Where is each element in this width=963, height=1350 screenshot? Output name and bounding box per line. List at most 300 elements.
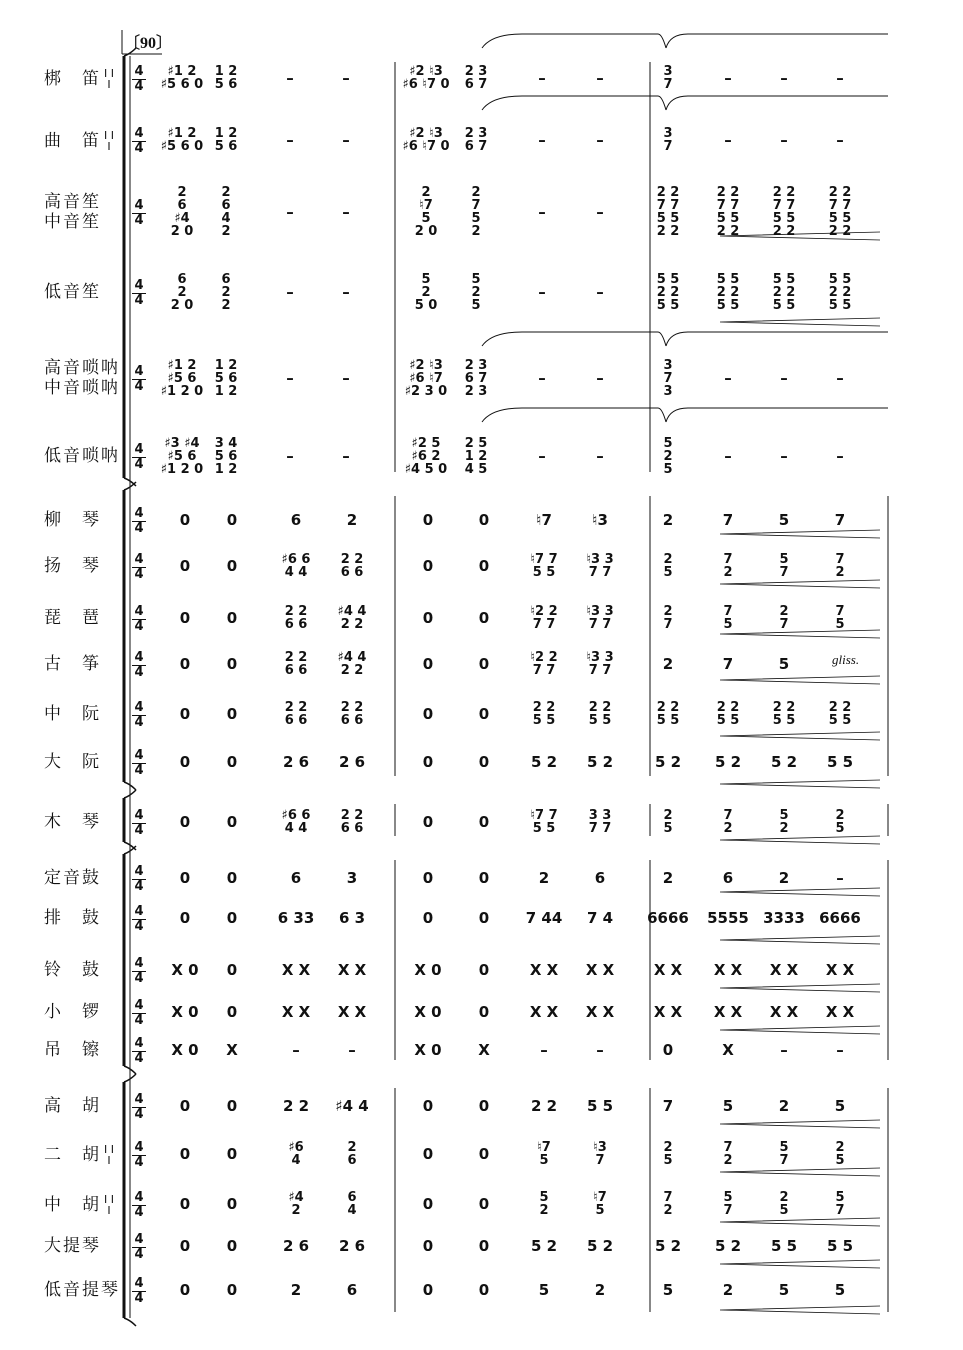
meter-top: 4 xyxy=(134,278,144,293)
bracket-hook xyxy=(124,48,136,56)
note-cell: – xyxy=(292,1041,300,1059)
note-cell: – xyxy=(286,69,294,87)
note-cell: 0 xyxy=(179,753,191,771)
note-cell: – xyxy=(286,203,294,221)
note-cell: – xyxy=(724,369,732,387)
note-cell: 5 xyxy=(778,511,790,529)
note-cell: 2 2 7 7 5 5 2 2 xyxy=(716,185,740,239)
meter-top: 4 xyxy=(134,442,144,457)
rehearsal-mark: 〔90〕 xyxy=(124,35,173,52)
note-cell: X xyxy=(722,1041,734,1059)
part-numerals: I II xyxy=(104,1193,114,1217)
note-cell: 7 xyxy=(722,655,734,673)
meter-top: 4 xyxy=(134,198,144,213)
note-cell: 6 2 2 xyxy=(221,271,231,313)
note-cell: 5 5 xyxy=(586,1097,614,1115)
note-cell: ♯3 ♯4 ♯5 6 ♯1 2 0 xyxy=(160,435,204,477)
meter-bottom: 4 xyxy=(134,521,144,536)
note-cell: 6 2 2 0 xyxy=(170,271,194,313)
note-cell: 7 44 xyxy=(525,909,563,927)
note-cell: 0 xyxy=(226,1003,238,1021)
note-cell: 2 2 5 5 xyxy=(716,700,740,728)
crescendo-hairpin xyxy=(720,1306,880,1314)
note-cell: ♯6 6 4 4 xyxy=(281,552,311,580)
instrument-name: 中 阮 xyxy=(44,704,101,724)
note-cell: 7 2 xyxy=(723,808,733,836)
note-cell: 0 xyxy=(478,1195,490,1213)
meter-top: 4 xyxy=(134,506,144,521)
note-cell: 5 5 2 2 5 5 xyxy=(828,271,852,313)
note-cell: X 0 xyxy=(171,961,199,979)
bracket-hook xyxy=(124,1318,136,1326)
meter-top: 4 xyxy=(134,700,144,715)
note-cell: – xyxy=(780,131,788,149)
note-cell: – xyxy=(538,283,546,301)
meter-top: 4 xyxy=(134,126,144,141)
note-cell: – xyxy=(596,369,604,387)
instrument-name: 二 胡 xyxy=(44,1145,101,1165)
note-cell: 2 2 7 7 5 5 2 2 xyxy=(656,185,680,239)
note-cell: 2 2 6 6 xyxy=(340,808,364,836)
meter-bottom: 4 xyxy=(134,919,144,934)
note-cell: ♮7 7 5 5 xyxy=(530,808,558,836)
note-cell: 5 7 xyxy=(835,1190,845,1218)
instrument-name: 大提琴 xyxy=(44,1236,101,1256)
note-cell: 2 xyxy=(778,1097,790,1115)
note-cell: – xyxy=(596,203,604,221)
note-cell: 5 2 xyxy=(654,1237,682,1255)
meter-top: 4 xyxy=(134,904,144,919)
note-cell: 0 xyxy=(422,1237,434,1255)
part-numerals: I II xyxy=(104,67,114,91)
crescendo-hairpin xyxy=(720,780,880,788)
note-cell: – xyxy=(286,131,294,149)
note-cell: 0 xyxy=(478,1097,490,1115)
note-cell: ♯4 2 xyxy=(288,1190,304,1218)
note-cell: 5 xyxy=(834,1097,846,1115)
note-cell: 7 xyxy=(834,511,846,529)
note-cell: 2 2 6 6 xyxy=(284,700,308,728)
note-cell: X X xyxy=(585,1003,615,1021)
note-cell: ♮3 7 xyxy=(593,1140,607,1168)
instrument-name: 低音笙 xyxy=(44,282,101,302)
note-cell: 5 xyxy=(778,655,790,673)
meter-bottom: 4 xyxy=(134,567,144,582)
note-cell: 6 33 xyxy=(277,909,315,927)
note-cell: 0 xyxy=(478,813,490,831)
note-cell: 2 xyxy=(538,869,550,887)
instrument-name: 排 鼓 xyxy=(44,908,101,928)
meter-top: 4 xyxy=(134,650,144,665)
note-cell: – xyxy=(286,369,294,387)
note-cell: – xyxy=(836,447,844,465)
instrument-name: 高 胡 xyxy=(44,1096,101,1116)
note-cell: X X xyxy=(713,1003,743,1021)
note-cell: – xyxy=(540,1041,548,1059)
note-cell: – xyxy=(342,283,350,301)
note-cell: 0 xyxy=(422,909,434,927)
note-cell: 2 ♮7 5 2 0 xyxy=(414,185,438,239)
meter-top: 4 xyxy=(134,748,144,763)
note-cell: 0 xyxy=(478,655,490,673)
note-cell: 0 xyxy=(662,1041,674,1059)
note-cell: 2 xyxy=(662,655,674,673)
note-cell: 0 xyxy=(422,1145,434,1163)
note-cell: 0 xyxy=(422,1097,434,1115)
meter-bottom: 4 xyxy=(134,1291,144,1306)
note-cell: 0 xyxy=(422,869,434,887)
note-cell: – xyxy=(342,69,350,87)
part-numerals: I II xyxy=(104,129,114,153)
note-cell: 5 2 xyxy=(779,808,789,836)
meter-bottom: 4 xyxy=(134,141,144,156)
note-cell: X 0 xyxy=(414,1003,442,1021)
note-cell: X X xyxy=(281,1003,311,1021)
note-cell: – xyxy=(724,447,732,465)
meter-top: 4 xyxy=(134,1232,144,1247)
instrument-name: 琵 琶 xyxy=(44,608,101,628)
note-cell: – xyxy=(836,131,844,149)
note-cell: 2 2 xyxy=(282,1097,310,1115)
note-cell: 0 xyxy=(478,609,490,627)
instrument-name: 高音笙 中音笙 xyxy=(44,192,101,232)
note-cell: 5 5 2 2 5 5 xyxy=(656,271,680,313)
meter-bottom: 4 xyxy=(134,715,144,730)
note-cell: – xyxy=(348,1041,356,1059)
note-cell: 2 xyxy=(290,1281,302,1299)
note-cell: X X xyxy=(337,1003,367,1021)
note-cell: X 0 xyxy=(414,1041,442,1059)
note-cell: 2 6 xyxy=(282,1237,310,1255)
meter-bottom: 4 xyxy=(134,1013,144,1028)
crescendo-hairpin xyxy=(720,1026,880,1034)
meter-top: 4 xyxy=(134,808,144,823)
slur xyxy=(482,408,666,422)
note-cell: 0 xyxy=(422,753,434,771)
note-cell: 5 2 xyxy=(530,1237,558,1255)
meter-top: 4 xyxy=(134,604,144,619)
note-cell: 2 5 xyxy=(835,808,845,836)
meter-top: 4 xyxy=(134,1276,144,1291)
note-cell: 5 2 xyxy=(530,753,558,771)
note-cell: 0 xyxy=(422,511,434,529)
note-cell: 2 3 6 7 xyxy=(464,64,488,92)
note-cell: 0 xyxy=(226,753,238,771)
crescendo-hairpin xyxy=(720,936,880,944)
note-cell: 5 7 xyxy=(723,1190,733,1218)
note-cell: 2 2 xyxy=(530,1097,558,1115)
note-cell: ♮7 5 xyxy=(593,1190,607,1218)
note-cell: – xyxy=(342,131,350,149)
note-cell: X X xyxy=(653,961,683,979)
note-cell: ♮3 3 7 7 xyxy=(586,650,614,678)
note-cell: – xyxy=(836,869,844,887)
meter-bottom: 4 xyxy=(134,1155,144,1170)
note-cell: 0 xyxy=(179,705,191,723)
instrument-name: 扬 琴 xyxy=(44,556,101,576)
note-cell: 5 5 xyxy=(826,753,854,771)
note-cell: 2 xyxy=(662,869,674,887)
instrument-name: 古 筝 xyxy=(44,654,101,674)
note-cell: 0 xyxy=(179,655,191,673)
crescendo-hairpin xyxy=(720,232,880,240)
slur xyxy=(666,34,888,48)
note-cell: X xyxy=(478,1041,490,1059)
note-cell: 0 xyxy=(179,909,191,927)
note-cell: 1 2 5 6 xyxy=(214,126,238,154)
note-cell: X 0 xyxy=(171,1041,199,1059)
note-cell: 5 xyxy=(662,1281,674,1299)
note-cell: 0 xyxy=(478,1281,490,1299)
note-cell: 0 xyxy=(478,1237,490,1255)
note-cell: 5 2 5 xyxy=(471,271,481,313)
note-cell: 0 xyxy=(226,909,238,927)
note-cell: 7 2 xyxy=(835,552,845,580)
note-cell: 0 xyxy=(478,961,490,979)
note-cell: X X xyxy=(529,961,559,979)
note-cell: – xyxy=(538,69,546,87)
note-cell: 0 xyxy=(179,869,191,887)
note-cell: 5 5 xyxy=(770,1237,798,1255)
note-cell: 0 xyxy=(478,909,490,927)
note-cell: X X xyxy=(769,961,799,979)
slur xyxy=(482,34,666,48)
meter-bottom: 4 xyxy=(134,1247,144,1262)
meter-bottom: 4 xyxy=(134,879,144,894)
meter-bottom: 4 xyxy=(134,379,144,394)
note-cell: X X xyxy=(825,961,855,979)
note-cell: 0 xyxy=(179,609,191,627)
note-cell: 2 xyxy=(662,511,674,529)
note-cell: ♮2 2 7 7 xyxy=(530,650,558,678)
meter-bottom: 4 xyxy=(134,293,144,308)
note-cell: 0 xyxy=(478,705,490,723)
note-cell: 0 xyxy=(422,1281,434,1299)
meter-top: 4 xyxy=(134,1140,144,1155)
note-cell: 2 5 1 2 4 5 xyxy=(464,435,488,477)
note-cell: 2 xyxy=(346,511,358,529)
slur xyxy=(666,408,888,422)
note-cell: 0 xyxy=(478,753,490,771)
note-cell: – xyxy=(286,447,294,465)
note-cell: 3 7 3 xyxy=(663,357,673,399)
note-cell: 0 xyxy=(179,1145,191,1163)
crescendo-hairpin xyxy=(720,580,880,588)
note-cell: 5 5 xyxy=(826,1237,854,1255)
note-cell: 0 xyxy=(422,813,434,831)
note-cell: 6 xyxy=(290,869,302,887)
note-cell: – xyxy=(538,203,546,221)
note-cell: 5 7 xyxy=(779,552,789,580)
note-cell: 0 xyxy=(226,1195,238,1213)
note-cell: – xyxy=(342,369,350,387)
note-cell: 3 3 7 7 xyxy=(588,808,612,836)
instrument-name: 高音唢呐 中音唢呐 xyxy=(44,358,120,398)
slur xyxy=(666,332,888,346)
meter-bottom: 4 xyxy=(134,457,144,472)
note-cell: – xyxy=(342,447,350,465)
note-cell: 6666 xyxy=(819,909,861,927)
note-cell: ♯2 ♮3 ♯6 ♮7 ♯2 3 0 xyxy=(404,357,448,399)
note-cell: ♯4 4 xyxy=(335,1097,369,1115)
note-cell: 2 3 6 7 2 3 xyxy=(464,357,488,399)
note-cell: 0 xyxy=(422,705,434,723)
note-cell: ♯2 5 ♯6 2 ♯4 5 0 xyxy=(404,435,448,477)
note-cell: 2 2 5 5 xyxy=(532,700,556,728)
note-cell: – xyxy=(538,131,546,149)
note-cell: X X xyxy=(529,1003,559,1021)
note-cell: – xyxy=(724,131,732,149)
note-cell: – xyxy=(286,283,294,301)
meter-top: 4 xyxy=(134,1190,144,1205)
note-cell: 0 xyxy=(179,1195,191,1213)
note-cell: – xyxy=(780,369,788,387)
note-cell: 2 2 5 5 xyxy=(588,700,612,728)
note-cell: 0 xyxy=(422,655,434,673)
note-cell: 0 xyxy=(226,557,238,575)
note-cell: 1 2 5 6 xyxy=(214,64,238,92)
instrument-name: 定音鼓 xyxy=(44,868,101,888)
note-cell: 0 xyxy=(179,557,191,575)
note-cell: – xyxy=(596,283,604,301)
note-cell: – xyxy=(780,447,788,465)
note-cell: 0 xyxy=(179,1237,191,1255)
instrument-name: 吊 镲 xyxy=(44,1040,101,1060)
note-cell: 3 xyxy=(346,869,358,887)
note-cell: ♯2 ♮3 ♯6 ♮7 0 xyxy=(402,64,450,92)
note-cell: 0 xyxy=(422,609,434,627)
crescendo-hairpin xyxy=(720,1120,880,1128)
note-cell: 5 5 2 2 5 5 xyxy=(772,271,796,313)
note-cell: 5 2 xyxy=(770,753,798,771)
note-cell: 6 xyxy=(346,1281,358,1299)
slur xyxy=(482,332,666,346)
meter-bottom: 4 xyxy=(134,79,144,94)
note-cell: 0 xyxy=(226,1237,238,1255)
note-cell: 5555 xyxy=(707,909,749,927)
note-cell: 3 7 xyxy=(663,64,673,92)
note-cell: 7 2 xyxy=(663,1190,673,1218)
note-cell: – xyxy=(596,69,604,87)
instrument-name: 中 胡 xyxy=(44,1195,101,1215)
note-cell: 2 5 xyxy=(835,1140,845,1168)
note-cell: 5 xyxy=(722,1097,734,1115)
note-cell: 7 4 xyxy=(586,909,614,927)
note-cell: 0 xyxy=(179,1097,191,1115)
note-cell: – xyxy=(836,369,844,387)
meter-top: 4 xyxy=(134,552,144,567)
note-cell: 2 5 xyxy=(663,1140,673,1168)
note-cell: 7 2 xyxy=(723,1140,733,1168)
meter-top: 4 xyxy=(134,864,144,879)
meter-top: 4 xyxy=(134,956,144,971)
note-cell: ♮3 3 7 7 xyxy=(586,552,614,580)
note-cell: 2 xyxy=(722,1281,734,1299)
note-cell: 2 5 xyxy=(779,1190,789,1218)
note-cell: 0 xyxy=(226,609,238,627)
note-cell: ♯4 4 2 2 xyxy=(337,650,367,678)
note-cell: – xyxy=(836,1041,844,1059)
note-cell: 2 2 5 5 xyxy=(656,700,680,728)
note-cell: 0 xyxy=(226,1097,238,1115)
slur xyxy=(666,96,888,110)
note-cell: 2 xyxy=(778,869,790,887)
meter-bottom: 4 xyxy=(134,1205,144,1220)
meter-top: 4 xyxy=(134,1036,144,1051)
note-cell: ♯1 2 ♯5 6 0 xyxy=(160,64,204,92)
note-cell: 2 2 5 5 xyxy=(772,700,796,728)
note-cell: X 0 xyxy=(414,961,442,979)
note-cell: ♯6 4 xyxy=(288,1140,304,1168)
note-cell: 2 5 xyxy=(663,552,673,580)
note-cell: 6 3 xyxy=(338,909,366,927)
note-cell: 0 xyxy=(226,511,238,529)
meter-bottom: 4 xyxy=(134,213,144,228)
note-cell: 2 6 xyxy=(347,1140,357,1168)
meter-bottom: 4 xyxy=(134,971,144,986)
note-cell: 0 xyxy=(478,1145,490,1163)
note-cell: 2 2 6 6 xyxy=(340,552,364,580)
note-cell: 2 6 xyxy=(282,753,310,771)
note-cell: – xyxy=(538,369,546,387)
note-cell: – xyxy=(780,69,788,87)
note-cell: 5 5 2 2 5 5 xyxy=(716,271,740,313)
instrument-name: 铃 鼓 xyxy=(44,960,101,980)
note-cell: 0 xyxy=(478,557,490,575)
note-cell: 2 3 6 7 xyxy=(464,126,488,154)
note-cell: X X xyxy=(825,1003,855,1021)
note-cell: – xyxy=(724,69,732,87)
note-cell: 7 5 xyxy=(723,604,733,632)
note-cell: ♯4 4 2 2 xyxy=(337,604,367,632)
note-cell: 5 2 xyxy=(714,753,742,771)
crescendo-hairpin xyxy=(720,676,880,684)
note-cell: ♯2 ♮3 ♯6 ♮7 0 xyxy=(402,126,450,154)
note-cell: 2 7 5 2 xyxy=(471,185,481,239)
note-cell: 0 xyxy=(226,813,238,831)
note-cell: 1 2 5 6 1 2 xyxy=(214,357,238,399)
slur xyxy=(482,96,666,110)
instrument-name: 曲 笛 xyxy=(44,131,101,151)
instrument-name: 木 琴 xyxy=(44,812,101,832)
note-cell: ♮7 5 xyxy=(537,1140,551,1168)
note-cell: 6 xyxy=(594,869,606,887)
note-cell: 2 2 6 6 xyxy=(340,700,364,728)
note-cell: 0 xyxy=(226,1145,238,1163)
note-cell: 2 7 xyxy=(779,604,789,632)
note-cell: 5 xyxy=(834,1281,846,1299)
note-cell: ♯1 2 ♯5 6 0 xyxy=(160,126,204,154)
crescendo-hairpin xyxy=(720,1218,880,1226)
note-cell: 0 xyxy=(226,655,238,673)
note-cell: 0 xyxy=(422,1195,434,1213)
note-cell: 7 xyxy=(662,1097,674,1115)
crescendo-hairpin xyxy=(720,888,880,896)
note-cell: 3 4 5 6 1 2 xyxy=(214,435,238,477)
meter-top: 4 xyxy=(134,998,144,1013)
note-cell: 2 5 xyxy=(663,808,673,836)
note-cell: – xyxy=(596,447,604,465)
note-cell: 6 xyxy=(722,869,734,887)
note-cell: – xyxy=(342,203,350,221)
note-cell: 7 xyxy=(722,511,734,529)
note-cell: 5 2 xyxy=(539,1190,549,1218)
crescendo-hairpin xyxy=(720,1168,880,1176)
note-cell: 5 2 xyxy=(586,753,614,771)
note-cell: X X xyxy=(585,961,615,979)
crescendo-hairpin xyxy=(720,630,880,638)
crescendo-hairpin xyxy=(720,732,880,740)
